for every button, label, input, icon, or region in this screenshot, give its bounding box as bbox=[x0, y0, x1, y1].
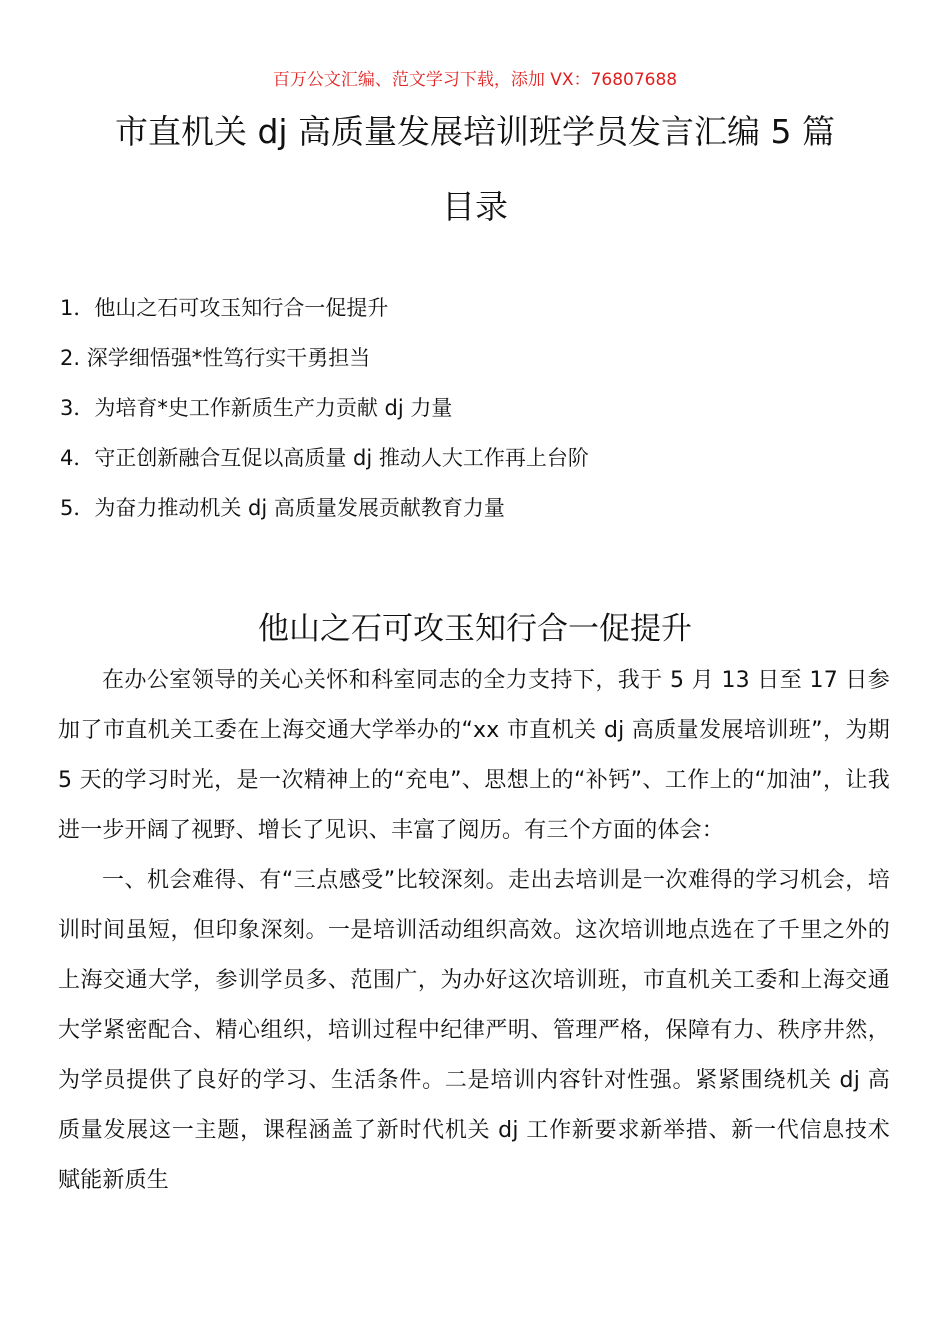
toc-item-2: 2. 深学细悟强*性笃行实干勇担当 bbox=[60, 346, 371, 370]
table-of-contents bbox=[60, 283, 900, 533]
article-title: 他山之石可攻玉知行合一促提升 bbox=[258, 611, 692, 647]
toc-item-4: 4．守正创新融合互促以高质量 dj 推动人大工作再上台阶 bbox=[60, 446, 589, 470]
toc-item-3: 3．为培育*史工作新质生产力贡献 dj 力量 bbox=[60, 396, 453, 420]
toc-item-5: 5．为奋力推动机关 dj 高质量发展贡献教育力量 bbox=[60, 496, 505, 520]
toc-heading: 目录 bbox=[442, 187, 508, 226]
body-paragraph-1: 在办公室领导的关心关怀和科室同志的全力支持下，我于 5 月 13 日至 17 日参加了市直机关工委在上海交通大学举办的“xx 市直机关 dj 高质量发展培训班”，为期 5 天的学习时光，是一次精神上的“充电”、思想上的“补钙”、工作上的“加油”，让我进一步开阔了视野、增长了见识、丰富了阅历。有三个方面的体会： bbox=[58, 668, 890, 843]
header-watermark-note: 百万公文汇编、范文学习下载，添加 VX：76807688 bbox=[272, 70, 678, 90]
body-paragraph-2: 一、机会难得、有“三点感受”比较深刻。走出去培训是一次难得的学习机会，培训时间虽短，但印象深刻。一是培训活动组织高效。这次培训地点选在了千里之外的上海交通大学，参训学员多、范围广，为办好这次培训班，市直机关工委和上海交通大学紧密配合、精心组织，培训过程中纪律严明、管理严格，保障有力、秩序井然，为学员提供了良好的学习、生活条件。二是培训内容针对性强。紧紧围绕机关 dj 高质量发展这一主题，课程涵盖了新时代机关 dj 工作新要求新举措、新一代信息技术赋能新质生 bbox=[58, 868, 890, 1193]
toc-item-1: 1．他山之石可攻玉知行合一促提升 bbox=[60, 296, 389, 320]
article-body bbox=[58, 656, 890, 1206]
document-title: 市直机关 dj 高质量发展培训班学员发言汇编 5 篇 bbox=[114, 112, 836, 151]
